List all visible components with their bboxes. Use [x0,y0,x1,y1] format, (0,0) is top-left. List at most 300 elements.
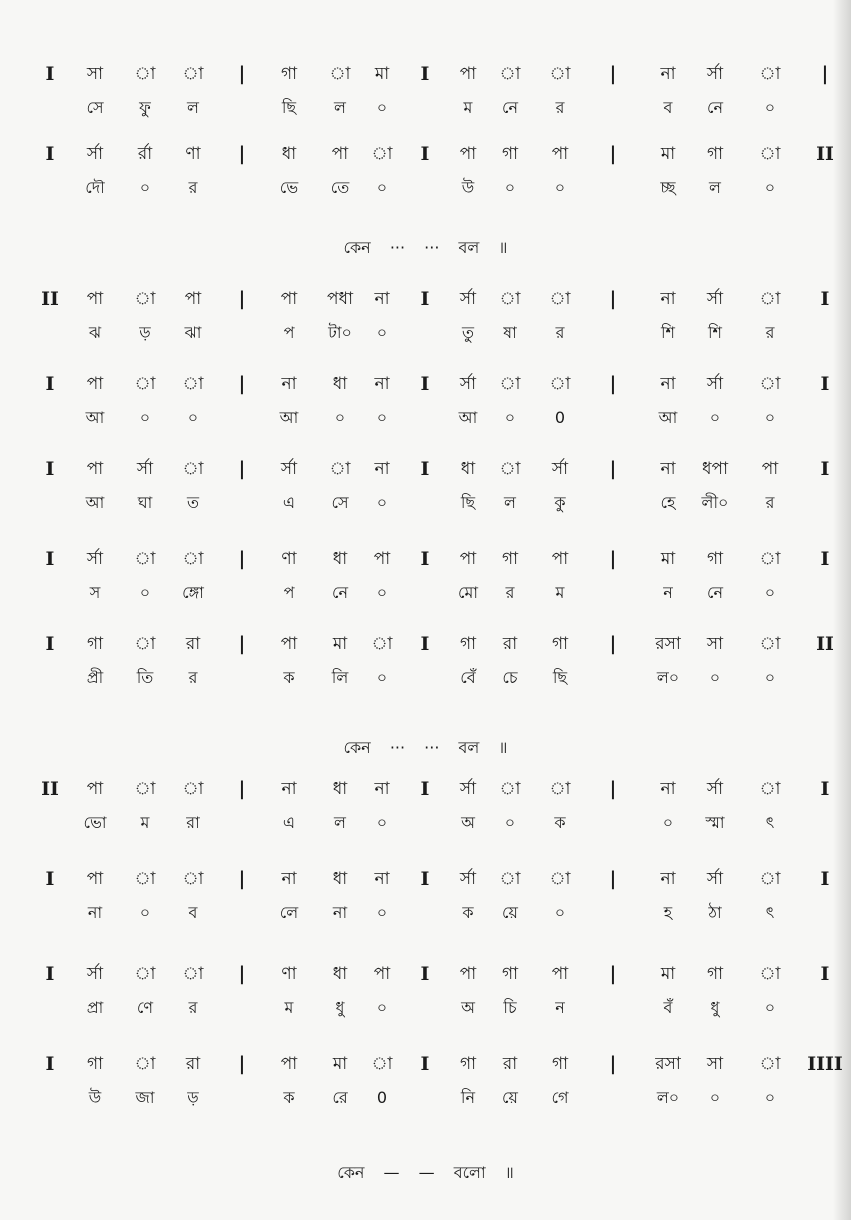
lyric-syllable: ম [463,98,473,117]
bar-line: I [420,548,430,570]
swara-note: পা [86,374,104,394]
lyric-syllable: বেঁ [460,668,476,687]
lyric-syllable: ০ [709,668,721,687]
lyric-syllable: র [505,583,515,602]
refrain-line: কেন — — বলো ॥ [337,1163,514,1182]
bar-line: | [609,143,617,165]
lyric-syllable: র [765,323,775,342]
swara-note: না [660,289,676,309]
lyric-syllable: ন [663,583,673,602]
lyric-syllable: সে [331,493,349,512]
swara-note: পা [459,64,477,84]
swara-note: পা [459,964,477,984]
bar-line: I [420,778,430,800]
notation-row [0,455,851,483]
bar-line: | [238,458,246,480]
bar-line: | [238,868,246,890]
swara-note: গা [501,549,519,569]
swara-note: গা [706,964,724,984]
notation-row [0,60,851,88]
swara-note: া [549,64,571,84]
swara-note: র্সা [86,549,104,569]
swara-note: রসা [655,634,681,654]
swara-note: া [134,549,156,569]
bar-line: I [420,633,430,655]
lyric-syllable: ০ [764,1088,776,1107]
swara-note: া [549,374,571,394]
lyric-syllable: ০ [764,408,776,427]
swara-note: ণা [185,144,201,164]
swara-note: র্সা [706,64,724,84]
notation-row [0,285,851,313]
lyric-syllable: ক [462,903,474,922]
swara-note: া [329,459,351,479]
lyric-syllable: ক [554,813,566,832]
swara-note: পা [459,549,477,569]
notation-row [0,545,851,573]
lyric-syllable: ভো [83,813,107,832]
lyric-syllable: চি [503,998,517,1017]
swara-note: পা [280,634,298,654]
lyric-syllable: নে [706,98,724,117]
swara-note: া [759,1054,781,1074]
lyric-syllable: ফু [139,98,151,117]
bar-line: | [238,143,246,165]
swara-note: পধা [327,289,353,309]
bar-line: I [45,963,55,985]
lyric-syllable: ৎ [765,903,775,922]
lyric-syllable: ০ [376,998,388,1017]
lyric-syllable: ছি [552,668,568,687]
bar-line: | [238,633,246,655]
swara-note: মা [332,634,348,654]
swara-note: র্সা [706,779,724,799]
swara-note: া [759,779,781,799]
lyric-syllable: ন [555,998,565,1017]
lyric-row [0,994,851,1022]
lyric-syllable: নে [331,583,349,602]
bar-line: | [238,63,246,85]
swara-note: া [134,634,156,654]
swara-note: া [499,374,521,394]
swara-note: সা [706,634,724,654]
lyric-syllable: শি [660,323,676,342]
lyric-syllable: ০ [504,178,516,197]
lyric-syllable: ০ [376,493,388,512]
swara-note: া [759,869,781,889]
bar-line: II [816,143,834,165]
swara-note: না [660,779,676,799]
bar-line: I [420,1053,430,1075]
notation-row [0,1050,851,1078]
swara-note: র্সা [706,289,724,309]
swara-note: গা [86,634,104,654]
lyric-row [0,489,851,517]
swara-note: পা [761,459,779,479]
swara-note: ধা [332,779,348,799]
swara-note: া [759,549,781,569]
swara-note: া [134,289,156,309]
swara-note: গা [551,1054,569,1074]
swara-note: পা [373,549,391,569]
lyric-syllable: প্রী [86,668,104,687]
lyric-syllable: প [283,583,295,602]
lyric-syllable: কু [554,493,566,512]
bar-line: | [609,373,617,395]
lyric-syllable: ক [283,668,295,687]
lyric-syllable: ০ [376,323,388,342]
swara-note: পা [86,289,104,309]
lyric-syllable: র [555,323,565,342]
swara-note: না [281,869,297,889]
lyric-syllable: না [87,903,103,922]
swara-note: া [134,374,156,394]
lyric-row [0,94,851,122]
lyric-syllable: নে [706,583,724,602]
lyric-syllable: ল [334,813,346,832]
lyric-syllable: লি [331,668,349,687]
swara-note: ধা [332,549,348,569]
bar-line: I [420,868,430,890]
swara-note: রা [502,1054,518,1074]
lyric-syllable: শি [707,323,723,342]
lyric-syllable: আ [279,408,299,427]
bar-line: | [609,63,617,85]
lyric-syllable: ধু [335,998,345,1017]
swara-note: না [374,374,390,394]
swara-note: সা [86,64,104,84]
lyric-syllable: র [188,668,198,687]
swara-note: না [374,779,390,799]
lyric-syllable: ০ [187,408,199,427]
bar-line: | [238,288,246,310]
swara-note: গা [501,964,519,984]
bar-line: | [609,458,617,480]
swara-note: া [182,459,204,479]
lyric-syllable: তে [330,178,350,197]
lyric-syllable: ড় [187,1088,199,1107]
lyric-syllable: ল [334,98,346,117]
swara-note: া [371,1054,393,1074]
lyric-syllable: উ [88,1088,102,1107]
swara-note: র্সা [706,869,724,889]
lyric-syllable: ব [188,903,198,922]
swara-note: পা [373,964,391,984]
lyric-syllable: নি [460,1088,476,1107]
swara-note: না [281,779,297,799]
swara-note: া [182,869,204,889]
swara-note: না [660,459,676,479]
swara-note: রা [185,1054,201,1074]
bar-line: I [45,458,55,480]
lyric-syllable: ০ [376,813,388,832]
swara-note: া [134,779,156,799]
lyric-syllable: ল০ [656,668,680,687]
lyric-syllable: ০ [334,408,346,427]
lyric-syllable: ০ [376,178,388,197]
swara-note: া [134,964,156,984]
notation-row [0,630,851,658]
lyric-syllable: ঝ [88,323,102,342]
lyric-syllable: ঝা [184,323,202,342]
swara-note: া [134,64,156,84]
lyric-syllable: ব [663,98,673,117]
bar-line: II [816,633,834,655]
swara-note: া [134,869,156,889]
lyric-row [0,404,851,432]
lyric-syllable: ০ [139,178,151,197]
swara-note: া [499,459,521,479]
lyric-syllable: চ্ছ [660,178,676,197]
bar-line: I [420,288,430,310]
swara-note: া [759,964,781,984]
lyric-syllable: সে [86,98,104,117]
swara-note: পা [459,144,477,164]
notation-row [0,775,851,803]
swara-note: ণা [281,549,297,569]
lyric-syllable: অ [461,813,475,832]
lyric-syllable: ধু [710,998,720,1017]
swara-note: া [499,64,521,84]
bar-line: | [238,548,246,570]
bar-line: | [609,633,617,655]
bar-line: I [420,963,430,985]
lyric-syllable: ঙ্গো [182,583,204,602]
swara-note: গা [280,64,298,84]
lyric-syllable: লী০ [701,493,729,512]
lyric-syllable: র [188,178,198,197]
lyric-syllable: ০ [709,1088,721,1107]
swara-note: গা [459,1054,477,1074]
lyric-syllable: ণে [136,998,154,1017]
lyric-syllable: ০ [554,178,566,197]
lyric-syllable: তু [461,323,475,342]
swara-note: া [759,374,781,394]
lyric-syllable: ঘা [137,493,153,512]
swara-note: া [759,289,781,309]
notation-row [0,960,851,988]
swara-note: া [371,634,393,654]
swara-note: া [182,964,204,984]
swara-note: না [660,869,676,889]
bar-line: I [820,373,830,395]
swara-note: া [134,1054,156,1074]
swara-note: রা [185,634,201,654]
lyric-syllable: ০ [376,583,388,602]
swara-note: পা [86,459,104,479]
notation-row [0,370,851,398]
swara-note: পা [551,549,569,569]
bar-line: | [609,778,617,800]
swara-note: ধা [281,144,297,164]
bar-line: II [41,288,59,310]
lyric-syllable: ০ [376,408,388,427]
swara-note: া [759,144,781,164]
lyric-syllable: ড় [139,323,151,342]
lyric-syllable: র [555,98,565,117]
swara-note: রসা [655,1054,681,1074]
lyric-syllable: ০ [139,408,151,427]
swara-note: রা [502,634,518,654]
lyric-syllable: ০ [709,408,721,427]
lyric-syllable: তি [136,668,154,687]
bar-line: I [820,963,830,985]
swara-note: গা [706,144,724,164]
lyric-syllable: ঠা [708,903,722,922]
lyric-syllable: ০ [376,98,388,117]
swara-note: া [549,779,571,799]
swara-note: র্সা [136,459,154,479]
swara-note: া [371,144,393,164]
swara-note: া [759,634,781,654]
swara-note: না [660,64,676,84]
lyric-row [0,1084,851,1112]
bar-line: I [420,373,430,395]
lyric-row [0,664,851,692]
bar-line: I [820,288,830,310]
lyric-syllable: ০ [139,583,151,602]
bar-line: II [41,778,59,800]
bar-line: I [45,548,55,570]
swara-note: গা [86,1054,104,1074]
swara-note: া [329,64,351,84]
lyric-syllable: উ [461,178,475,197]
swara-note: া [499,869,521,889]
notation-row [0,140,851,168]
lyric-syllable: ০ [504,813,516,832]
lyric-syllable: য়ে [502,903,518,922]
bar-line: I [45,868,55,890]
lyric-syllable: আ [85,408,105,427]
lyric-syllable: র [765,493,775,512]
swara-note: পা [86,869,104,889]
lyric-syllable: ০ [376,668,388,687]
lyric-syllable: ল [187,98,199,117]
lyric-syllable: মো [457,583,479,602]
bar-line: | [238,778,246,800]
bar-line: | [821,63,829,85]
bar-line: I [820,548,830,570]
lyric-row [0,899,851,927]
bar-line: | [238,1053,246,1075]
lyric-row [0,809,851,837]
bar-line: I [820,868,830,890]
bar-line: | [609,963,617,985]
lyric-syllable: ০ [376,903,388,922]
bar-line: | [609,288,617,310]
bar-line: I [420,458,430,480]
lyric-syllable: টা০ [328,323,352,342]
swara-note: গা [551,634,569,654]
lyric-syllable: স [89,583,101,602]
lyric-syllable: হ [663,903,673,922]
lyric-row [0,319,851,347]
lyric-syllable: চে [502,668,518,687]
swara-note: র্সা [459,374,477,394]
bar-line: I [45,63,55,85]
lyric-syllable: 0 [376,1088,388,1107]
bar-line: | [238,963,246,985]
lyric-syllable: ভে [279,178,299,197]
swara-note: গা [501,144,519,164]
lyric-syllable: আ [85,493,105,512]
swara-note: ণা [281,964,297,984]
bar-line: | [609,1053,617,1075]
swara-note: র্সা [459,869,477,889]
lyric-syllable: দৌ [85,178,105,197]
lyric-syllable: ষা [503,323,517,342]
lyric-syllable: ০ [764,98,776,117]
lyric-syllable: ত [186,493,200,512]
swara-note: ধা [332,964,348,984]
bar-line: I [45,633,55,655]
swara-note: না [281,374,297,394]
lyric-syllable: ম [284,998,294,1017]
swara-note: পা [551,964,569,984]
bar-line: IIII [807,1053,843,1075]
refrain-line: কেন ··· ··· বল ॥ [343,238,508,257]
swara-note: পা [280,289,298,309]
swara-note: না [374,459,390,479]
swara-note: পা [331,144,349,164]
swara-note: র্সা [551,459,569,479]
swara-note: র্সা [706,374,724,394]
lyric-syllable: ০ [139,903,151,922]
swara-note: মা [332,1054,348,1074]
swara-note: র্রা [137,144,153,164]
swara-note: মা [660,549,676,569]
swara-note: র্সা [86,144,104,164]
swara-note: গা [459,634,477,654]
lyric-syllable: ০ [554,903,566,922]
swara-note: া [499,289,521,309]
lyric-syllable: লে [279,903,299,922]
lyric-syllable: ০ [764,668,776,687]
lyric-syllable: আ [458,408,478,427]
swara-note: া [182,549,204,569]
swara-note: র্সা [459,289,477,309]
notation-row [0,865,851,893]
bar-line: I [820,458,830,480]
lyric-syllable: বঁ [663,998,673,1017]
swara-note: া [182,779,204,799]
lyric-syllable: আ [658,408,678,427]
bar-line: I [420,63,430,85]
lyric-syllable: প্রা [86,998,104,1017]
swara-note: না [374,289,390,309]
lyric-syllable: প [283,323,295,342]
refrain-line: কেন ··· ··· বল ॥ [343,738,508,757]
lyric-syllable: ল০ [656,1088,680,1107]
lyric-syllable: স্মা [705,813,725,832]
swara-note: া [182,64,204,84]
lyric-syllable: য়ে [502,1088,518,1107]
lyric-syllable: গে [551,1088,569,1107]
bar-line: | [609,868,617,890]
swara-note: পা [280,1054,298,1074]
lyric-syllable: নে [501,98,519,117]
swara-note: া [499,779,521,799]
swara-note: পা [86,779,104,799]
swara-note: া [759,64,781,84]
lyric-syllable: হে [660,493,676,512]
lyric-syllable: ০ [764,998,776,1017]
lyric-syllable: ছি [281,98,297,117]
lyric-syllable: রা [186,813,200,832]
swara-note: পা [184,289,202,309]
swara-note: মা [374,64,390,84]
lyric-syllable: এ [282,493,296,512]
